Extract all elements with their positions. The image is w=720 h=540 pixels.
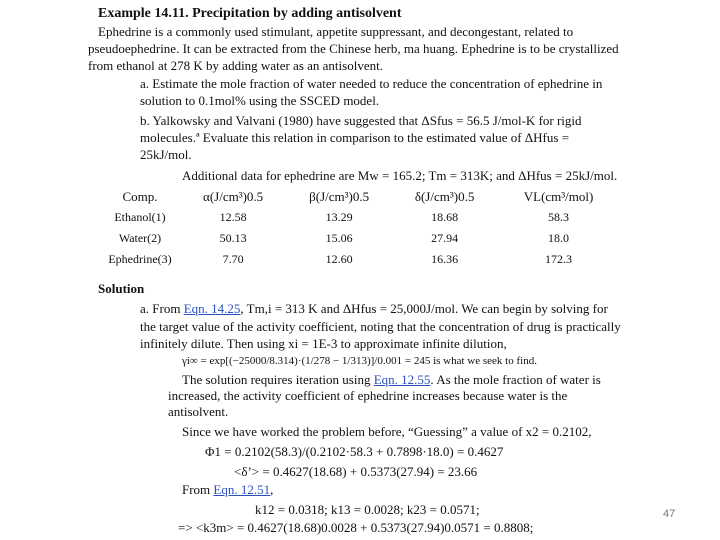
solution-a-line-3: infinitely dilute. Then using xi = 1E-3 to approximate infinite dilution, [140,336,507,351]
solution-a-suffix: , Tm,i = 313 K and ΔHfus = 25,000J/mol. We can begin by solving for [240,301,608,316]
from-prefix: From [182,482,214,497]
part-b-line-2: molecules.ª Evaluate this relation in comparison to the estimated value of ΔHfus = [140,130,570,145]
solution-heading: Solution [98,281,145,296]
row-volume: 58.3 [548,210,570,224]
solution-a-line-1 [140,301,608,317]
solution-a-line-2: the target value of the activity coefficient, noting that the concentration of drug is practically [140,319,621,334]
activity-equation: γi∞ = exp[(−25000/8.314)·(1/278 − 1/313)]/0.001 = 245 is what we seek to find. [182,355,537,367]
table-row [100,228,620,249]
intro-line-1: Ephedrine is a commonly used stimulant, appetite suppressant, and decongestant, related to [98,24,574,39]
row-volume: 18.0 [548,231,570,245]
part-b-line-1: b. Yalkowsky and Valvani (1980) have suggested that ΔSfus = 56.5 J/mol-K for rigid [140,113,582,128]
eqn-12-55-link[interactable]: Eqn. 12.55 [373,372,431,387]
row-alpha: 50.13 [219,231,247,245]
row-beta: 12.60 [325,252,353,266]
k3m-line: => <k3m> = 0.4627(18.68)0.0028 + 0.5373(27.94)0.0571 = 0.8808; [178,520,534,535]
col-alpha: α(J/cm³)0.5 [203,188,264,204]
intro-line-2: pseudoephedrine. It can be extracted from the Chinese herb, ma huang. Ephedrine is to be crystallized [88,41,619,56]
part-a-line-1: a. Estimate the mole fraction of water needed to reduce the concentration of ephedrine in [140,76,603,91]
iteration-suffix: . As the mole fraction of water is [430,372,601,387]
from-suffix: , [270,482,274,497]
from-eqn-line [182,482,273,498]
intro-line-3: from ethanol at 278 K by adding water as an antisolvent. [88,58,383,73]
iteration-prefix: The solution requires iteration using [182,372,374,387]
solution-a-prefix: a. From [140,301,184,316]
col-volume: VL(cm³/mol) [523,188,594,204]
page-number: 47 [663,508,676,520]
additional-data: Additional data for ephedrine are Mw = 165.2; Tm = 313K; and ΔHfus = 25kJ/mol. [182,168,618,183]
iteration-line-1 [182,372,601,388]
row-beta: 13.29 [325,210,353,224]
row-alpha: 12.58 [219,210,247,224]
eqn-12-51-link[interactable]: Eqn. 12.51 [213,482,271,497]
row-name: Ethanol(1) [114,210,166,224]
table-row [100,249,620,270]
phi-line: Φ1 = 0.2102(58.3)/(0.2102·58.3 + 0.7898·18.0) = 0.4627 [205,444,504,459]
guess-line: Since we have worked the problem before, “Guessing” a value of x2 = 0.2102, [182,424,592,439]
row-alpha: 7.70 [222,252,244,266]
row-volume: 172.3 [545,252,573,266]
k-values-line: k12 = 0.0318; k13 = 0.0028; k23 = 0.0571; [255,502,480,517]
iteration-line-3: antisolvent. [168,404,229,419]
example-title: Example 14.11. Precipitation by adding antisolvent [98,6,402,21]
table-header-row [100,186,620,207]
row-name: Water(2) [118,231,162,245]
part-a-line-2: solution to 0.1mol% using the SSCED model. [140,93,380,108]
col-beta: β(J/cm³)0.5 [309,188,370,204]
row-name: Ephedrine(3) [108,252,172,266]
row-delta: 18.68 [431,210,459,224]
row-delta: 27.94 [431,231,459,245]
row-beta: 15.06 [325,231,353,245]
iteration-line-2: increased, the activity coefficient of ephedrine increases because water is the [168,388,568,403]
delta-average-line: <δ’> = 0.4627(18.68) + 0.5373(27.94) = 23.66 [234,464,478,479]
part-b-line-3: 25kJ/mol. [140,147,192,162]
property-table [100,186,620,270]
col-comp: Comp. [122,188,158,204]
col-delta: δ(J/cm³)0.5 [414,188,475,204]
eqn-14-25-link[interactable]: Eqn. 14.25 [183,301,241,316]
row-delta: 16.36 [431,252,459,266]
table-row [100,207,620,228]
